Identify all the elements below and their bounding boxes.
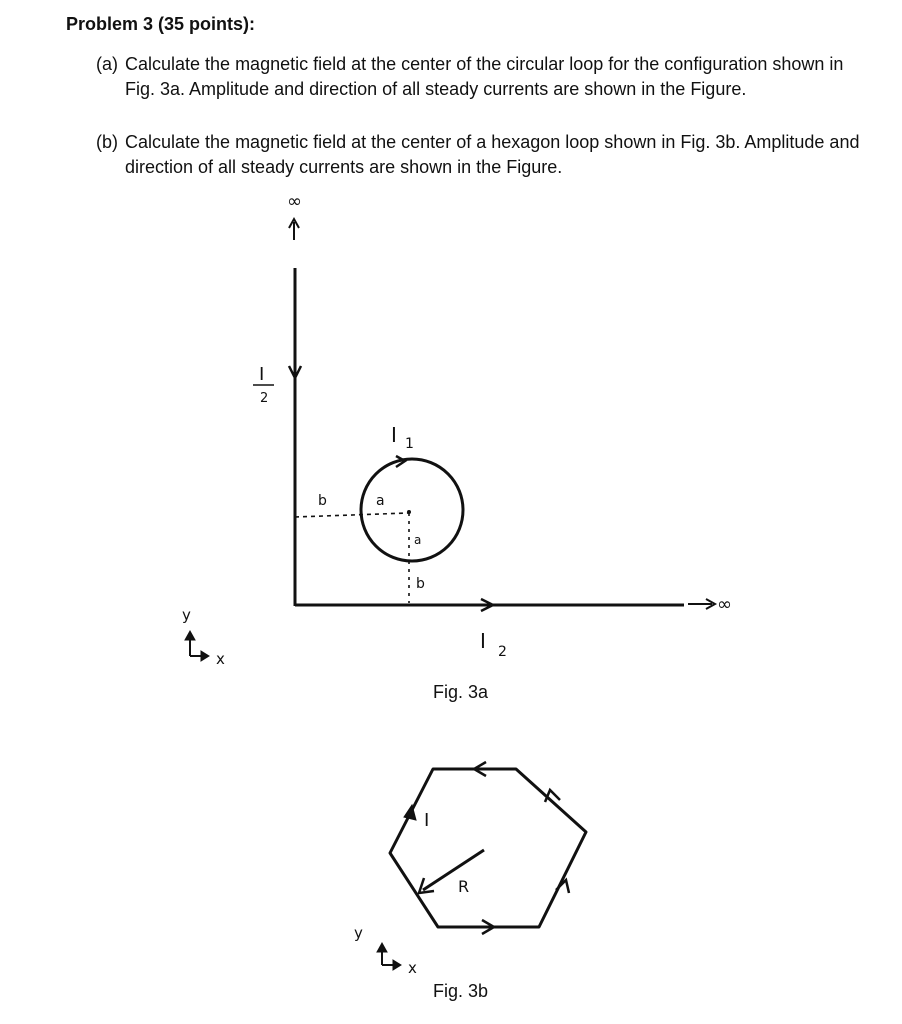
fig-3a xyxy=(182,191,732,668)
radius-label: R xyxy=(458,877,470,896)
circular-loop xyxy=(361,459,463,561)
part-a-text: Calculate the magnetic field at the center of the circular loop for the configuration shown in Fig. 3a. Amplitude and direction of all steady currents are shown in the Figure. xyxy=(125,54,844,99)
horizontal-current-subscript: 2 xyxy=(498,644,507,660)
dist-a-horizontal-label: a xyxy=(376,493,385,509)
horizontal-current-label: I xyxy=(480,629,486,653)
problem-title: Problem 3 (35 points): xyxy=(66,14,256,34)
dashed-horizontal-distance xyxy=(295,513,408,517)
top-infinity-label: ∞ xyxy=(287,191,302,212)
loop-current-label: I xyxy=(391,423,397,447)
dist-a-vertical-label: a xyxy=(414,533,422,547)
hexagon-loop xyxy=(390,769,586,927)
fig-3b-caption: Fig. 3b xyxy=(433,981,489,1001)
fig-3b xyxy=(354,762,586,977)
fig-3a-y-axis-label: y xyxy=(182,606,191,624)
right-infinity-label: ∞ xyxy=(717,594,732,615)
fig-3b-x-axis-label: x xyxy=(408,959,417,977)
fig-3a-x-axis-label: x xyxy=(216,650,225,668)
part-b-text: Calculate the magnetic field at the center of a hexagon loop shown in Fig. 3b. Amplitude and direction of all steady currents are shown in the Figure. xyxy=(125,132,860,177)
fig-3b-y-axis-label: y xyxy=(354,924,363,942)
dist-b-horizontal-label: b xyxy=(318,493,327,509)
hexagon-current-label: I xyxy=(424,810,430,831)
radius-line xyxy=(423,850,484,890)
vertical-current-label: I xyxy=(259,364,265,385)
loop-center-point xyxy=(407,510,411,514)
dist-b-vertical-label: b xyxy=(416,576,425,592)
fig-3a-caption: Fig. 3a xyxy=(433,682,489,702)
vertical-current-denominator: 2 xyxy=(260,391,269,406)
part-a-label: (a) xyxy=(96,54,118,74)
part-b-label: (b) xyxy=(96,132,118,152)
fig-3a-axes xyxy=(182,606,225,668)
loop-current-subscript: 1 xyxy=(405,436,414,452)
fig-3b-axes xyxy=(354,924,417,977)
